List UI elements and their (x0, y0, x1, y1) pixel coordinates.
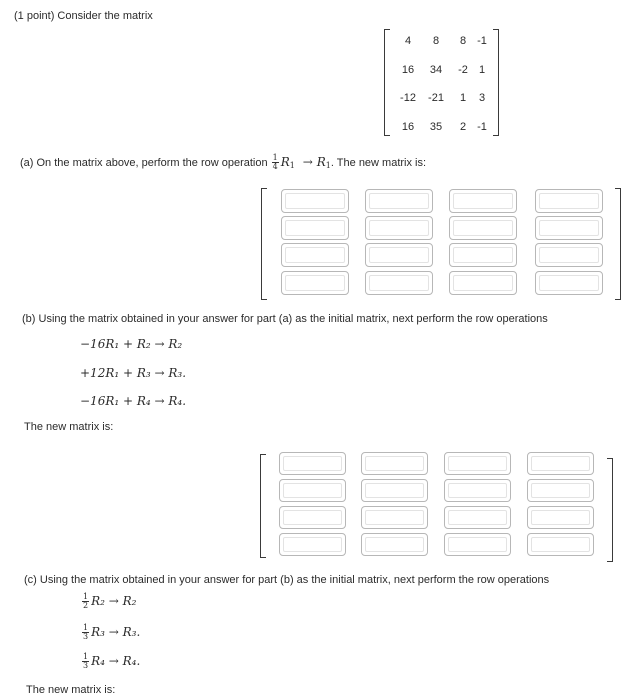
answer-b-input-r2-c3[interactable] (444, 479, 511, 502)
part-a-prefix: (a) On the matrix above, perform the row operation (20, 156, 268, 169)
part-b-op-1: −16R₁ + R₂ → R₂ (80, 337, 183, 351)
answer-a-input-r2-c2[interactable] (365, 216, 433, 240)
part-c-op-2 (82, 624, 140, 641)
part-a-instruction (20, 154, 426, 171)
matrix-cell-r3-c1: -12 (400, 92, 416, 104)
part-c-op-1-fraction (82, 593, 89, 610)
answer-b-input-r2-c4[interactable] (527, 479, 594, 502)
answer-a-input-r4-c1[interactable] (281, 271, 349, 295)
answer-a-input-r2-c3[interactable] (449, 216, 517, 240)
matrix-cell-r3-c2: -21 (428, 92, 444, 104)
part-c-op-1-num: 1 (83, 592, 89, 601)
matrix-cell-r4-c2: 35 (429, 121, 443, 133)
part-b-result-label: The new matrix is: (24, 421, 114, 433)
matrix-cell-r2-c4: 1 (478, 64, 486, 76)
matrix-cell-r3-c4: 3 (478, 92, 486, 104)
answer-a-input-r3-c3[interactable] (449, 243, 517, 267)
answer-b-bracket-left (260, 454, 266, 558)
part-a-suffix: . The new matrix is: (330, 156, 427, 169)
answer-a-bracket-left (261, 188, 267, 300)
matrix-cell-r1-c4: -1 (477, 35, 487, 47)
answer-a-bracket-right (615, 188, 621, 300)
answer-b-input-r3-c3[interactable] (444, 506, 511, 529)
part-a-op-sub1: 1 (289, 161, 295, 170)
part-a-frac-num: 1 (272, 153, 278, 162)
answer-b-input-r1-c3[interactable] (444, 452, 511, 475)
matrix-cell-r1-c3: 8 (459, 35, 467, 47)
problem-header: (1 point) Consider the matrix (14, 10, 153, 22)
answer-a-input-r1-c1[interactable] (281, 189, 349, 213)
answer-a-input-r3-c1[interactable] (281, 243, 349, 267)
answer-b-bracket-right (607, 458, 613, 562)
part-c-op-2-text: R₃ → R₃. (91, 625, 141, 639)
answer-a-input-r3-c4[interactable] (535, 243, 603, 267)
answer-b-input-r3-c1[interactable] (279, 506, 346, 529)
answer-b-input-r2-c2[interactable] (361, 479, 428, 502)
matrix-cell-r4-c3: 2 (459, 121, 467, 133)
part-a-frac-den: 4 (272, 162, 278, 171)
answer-b-input-r4-c3[interactable] (444, 533, 511, 556)
matrix-cell-r2-c2: 34 (429, 64, 443, 76)
answer-b-input-r3-c2[interactable] (361, 506, 428, 529)
part-b-op-2: +12R₁ + R₃ → R₃. (80, 366, 187, 380)
part-a-operation (272, 154, 331, 171)
part-c-op-1-den: 2 (83, 601, 89, 610)
answer-b-input-r4-c2[interactable] (361, 533, 428, 556)
part-c-op-1 (82, 593, 136, 610)
part-c-op-1-text: R₂ → R₂ (91, 594, 137, 608)
answer-a-input-r1-c4[interactable] (535, 189, 603, 213)
matrix-cell-r2-c3: -2 (458, 64, 468, 76)
part-a-op-target: R (316, 155, 326, 169)
answer-b-input-r4-c1[interactable] (279, 533, 346, 556)
part-c-result-label: The new matrix is: (26, 684, 116, 696)
matrix-cell-r3-c3: 1 (459, 92, 467, 104)
part-c-op-2-num: 1 (83, 623, 89, 632)
part-c-op-3 (82, 653, 140, 670)
answer-b-input-r1-c1[interactable] (279, 452, 346, 475)
part-b-instruction: (b) Using the matrix obtained in your answer for part (a) as the initial matrix, next perform the row operations (22, 313, 548, 325)
answer-a-input-r4-c4[interactable] (535, 271, 603, 295)
answer-a-input-r2-c4[interactable] (535, 216, 603, 240)
part-c-op-2-fraction (82, 624, 89, 641)
part-a-op-r: R (280, 155, 290, 169)
answer-b-input-r4-c4[interactable] (527, 533, 594, 556)
part-a-fraction (272, 154, 279, 171)
matrix-cell-r2-c1: 16 (401, 64, 415, 76)
matrix-cell-r4-c1: 16 (401, 121, 415, 133)
answer-a-input-r4-c3[interactable] (449, 271, 517, 295)
part-c-instruction: (c) Using the matrix obtained in your answer for part (b) as the initial matrix, next perform the row operations (24, 574, 550, 586)
answer-a-input-r1-c2[interactable] (365, 189, 433, 213)
part-b-op-3: −16R₁ + R₄ → R₄. (80, 394, 187, 408)
part-c-op-3-text: R₄ → R₄. (91, 654, 141, 668)
answer-a-input-r3-c2[interactable] (365, 243, 433, 267)
answer-a-input-r4-c2[interactable] (365, 271, 433, 295)
part-a-op-sub2: 1 (325, 161, 331, 170)
part-c-op-3-fraction (82, 653, 89, 670)
answer-b-input-r3-c4[interactable] (527, 506, 594, 529)
matrix-bracket-left (384, 29, 390, 136)
part-c-op-3-den: 3 (83, 661, 89, 670)
matrix-cell-r1-c2: 8 (432, 35, 440, 47)
answer-b-input-r2-c1[interactable] (279, 479, 346, 502)
answer-b-input-r1-c4[interactable] (527, 452, 594, 475)
answer-a-input-r2-c1[interactable] (281, 216, 349, 240)
answer-a-input-r1-c3[interactable] (449, 189, 517, 213)
part-a-arrow: → (302, 155, 313, 169)
answer-b-input-r1-c2[interactable] (361, 452, 428, 475)
part-c-op-3-num: 1 (83, 652, 89, 661)
part-c-op-2-den: 3 (83, 632, 89, 641)
matrix-cell-r4-c4: -1 (477, 121, 487, 133)
matrix-cell-r1-c1: 4 (404, 35, 412, 47)
